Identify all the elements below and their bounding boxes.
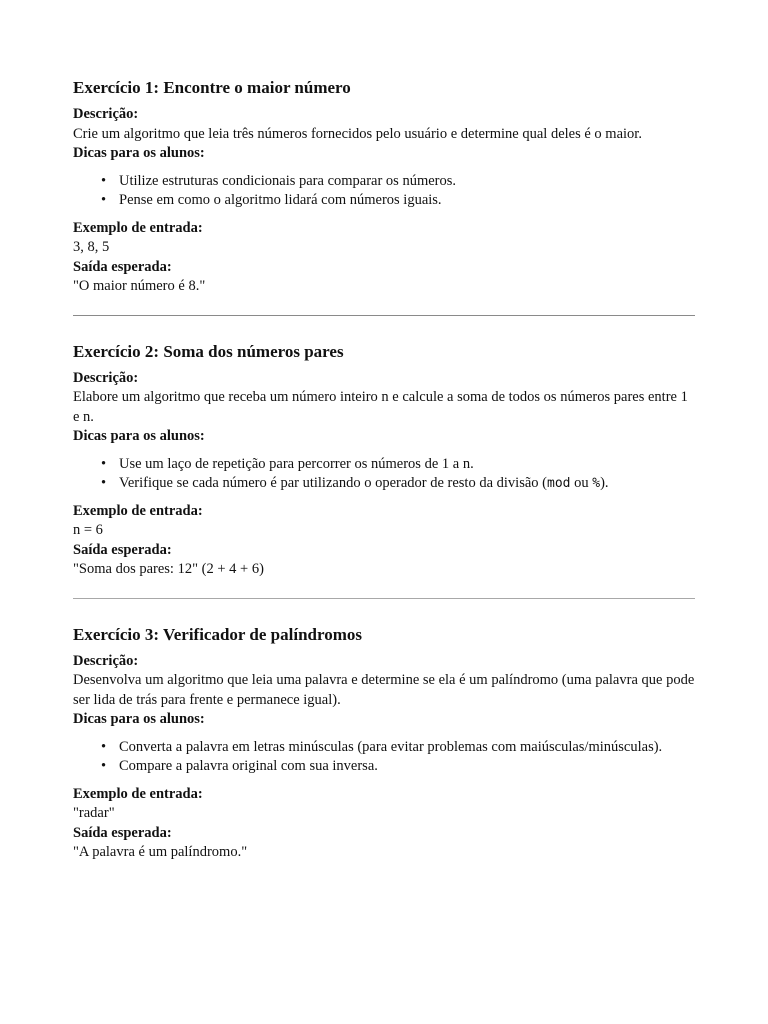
list-item — [101, 474, 695, 494]
input-example: "radar" — [73, 805, 115, 821]
bullet-icon: • — [101, 475, 107, 491]
input-example: n = 6 — [73, 522, 103, 538]
tip-text: Utilize estruturas condicionais para comparar os números. — [119, 172, 457, 189]
input-label: Exemplo de entrada: — [73, 219, 203, 236]
input-example: 3, 8, 5 — [73, 239, 110, 255]
section-divider — [73, 598, 695, 599]
tip-text-suffix: ). — [600, 475, 609, 491]
output-label: Saída esperada: — [73, 258, 172, 275]
description-text: Elabore um algoritmo que receba um número inteiro n e calcule a soma de todos os números pares entre 1 e n. — [73, 389, 688, 425]
exercise-title: Exercício 3: Verificador de palíndromos — [73, 624, 362, 644]
output-example: "Soma dos pares: 12" (2 + 4 + 6) — [73, 561, 264, 577]
bullet-icon: • — [101, 758, 107, 774]
output-label: Saída esperada: — [73, 541, 172, 558]
list-item — [101, 172, 695, 192]
bullet-icon: • — [101, 455, 107, 472]
tips-label: Dicas para os alunos: — [73, 711, 205, 727]
tip-text-prefix: Verifique se cada número é par utilizando o operador de resto da divisão ( — [119, 475, 547, 491]
tip-text: Pense em como o algoritmo lidará com números iguais. — [119, 192, 442, 208]
exercise-title: Exercício 2: Soma dos números pares — [73, 341, 344, 361]
bullet-icon: • — [101, 192, 107, 208]
bullet-icon: • — [101, 738, 107, 755]
output-label: Saída esperada: — [73, 824, 172, 841]
tip-text-middle: ou — [570, 475, 593, 491]
section-divider — [73, 315, 695, 316]
code-percent: % — [592, 476, 601, 491]
list-item — [101, 738, 695, 758]
document-page — [73, 77, 695, 863]
description-label: Descrição: — [73, 652, 139, 669]
tips-list — [73, 738, 695, 777]
description-label: Descrição: — [73, 106, 139, 122]
exercise-1 — [73, 77, 695, 297]
tip-text: Use um laço de repetição para percorrer os números de 1 a n. — [119, 455, 474, 472]
description-text: Desenvolva um algoritmo que leia uma palavra e determine se ela é um palíndromo (uma palavra que pode ser lida de trás para frente e permanece igual). — [73, 672, 695, 708]
exercise-2 — [73, 341, 695, 580]
tip-text: Compare a palavra original com sua inversa. — [119, 758, 378, 774]
list-item — [101, 191, 695, 211]
description-text: Crie um algoritmo que leia três números fornecidos pelo usuário e determine qual deles é o maior. — [73, 125, 642, 142]
output-example: "O maior número é 8." — [73, 278, 206, 294]
list-item — [101, 455, 695, 475]
list-item — [101, 757, 695, 777]
output-example: "A palavra é um palíndromo." — [73, 844, 248, 860]
tips-label: Dicas para os alunos: — [73, 145, 205, 161]
exercise-3 — [73, 624, 695, 863]
code-mod: mod — [547, 476, 571, 491]
bullet-icon: • — [101, 172, 107, 189]
description-label: Descrição: — [73, 369, 139, 386]
tip-text: Converta a palavra em letras minúsculas (para evitar problemas com maiúsculas/minúsculas). — [119, 738, 663, 755]
input-label: Exemplo de entrada: — [73, 785, 203, 802]
tips-label: Dicas para os alunos: — [73, 428, 205, 444]
tips-list — [73, 172, 695, 211]
tips-list — [73, 455, 695, 494]
exercise-title: Exercício 1: Encontre o maior número — [73, 78, 351, 97]
input-label: Exemplo de entrada: — [73, 502, 203, 519]
